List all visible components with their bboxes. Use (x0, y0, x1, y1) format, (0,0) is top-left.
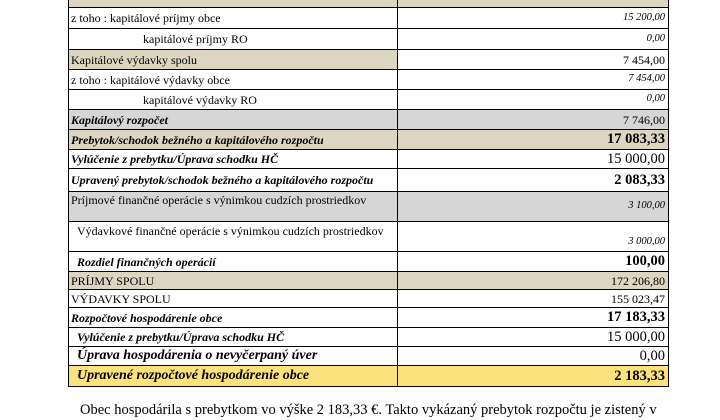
row-value: 7 454,00 (398, 50, 669, 70)
budget-table (68, 0, 669, 387)
row-value: 3 100,00 (398, 192, 669, 222)
table-row (69, 110, 669, 130)
row-label: PRÍJMY SPOLU (69, 272, 398, 290)
table-row (69, 222, 669, 252)
row-value: 172 206,80 (398, 272, 669, 290)
table-row (69, 192, 669, 222)
row-value: 7 454,00 (398, 70, 669, 90)
row-value: 2 083,33 (398, 169, 669, 192)
row-label: Upravený prebytok/schodok bežného a kapitálového rozpočtu (69, 169, 398, 192)
row-value: 0,00 (398, 29, 669, 50)
row-value: 15 000,00 (398, 150, 669, 169)
row-label: Rozdiel finančných operácií (69, 252, 398, 272)
row-label (69, 0, 398, 8)
row-value: 15 200,00 (398, 8, 669, 29)
row-value: 0,00 (398, 90, 669, 110)
row-label: Rozpočtové hospodárenie obce (69, 308, 398, 328)
table-row (69, 29, 669, 50)
row-label: kapitálové výdavky RO (69, 90, 398, 110)
table-row (69, 50, 669, 70)
table-row (69, 366, 669, 387)
table-row (69, 252, 669, 272)
row-label: Vylúčenie z prebytku/Úprava schodku HČ (69, 328, 398, 347)
row-label: Kapitálový rozpočet (69, 110, 398, 130)
row-value: 155 023,47 (398, 290, 669, 308)
row-value: 17 183,33 (398, 308, 669, 328)
table-row (69, 90, 669, 110)
row-label: z toho : kapitálové príjmy obce (69, 8, 398, 29)
table-row (69, 0, 669, 8)
row-label: Úprava hospodárenia o nevyčerpaný úver (69, 347, 398, 366)
row-value: 2 183,33 (398, 366, 669, 387)
row-label: z toho : kapitálové výdavky obce (69, 70, 398, 90)
row-value (398, 0, 669, 8)
table-row (69, 347, 669, 366)
table-row (69, 308, 669, 328)
row-label: Upravené rozpočtové hospodárenie obce (69, 366, 398, 387)
body-paragraph: Obec hospodárila s prebytkom vo výške 2 183,33 €. Takto vykázaný prebytok rozpočtu je zistený v (80, 402, 657, 418)
row-label: Prebytok/schodok bežného a kapitálového rozpočtu (69, 130, 398, 150)
row-value: 3 000,00 (398, 222, 669, 252)
row-label: kapitálové príjmy RO (69, 29, 398, 50)
table-row (69, 328, 669, 347)
row-value: 15 000,00 (398, 328, 669, 347)
table-row (69, 272, 669, 290)
row-label: Vylúčenie z prebytku/Úprava schodku HČ (69, 150, 398, 169)
table-row (69, 130, 669, 150)
row-label: Príjmové finančné operácie s výnimkou cudzích prostriedkov (69, 192, 398, 222)
row-value: 17 083,33 (398, 130, 669, 150)
table-row (69, 70, 669, 90)
table-row (69, 150, 669, 169)
table-row (69, 169, 669, 192)
row-value: 0,00 (398, 347, 669, 366)
row-value: 7 746,00 (398, 110, 669, 130)
row-label: Výdavkové finančné operácie s výnimkou cudzích prostriedkov (69, 222, 398, 252)
table-row (69, 290, 669, 308)
row-label: VÝDAVKY SPOLU (69, 290, 398, 308)
row-label: Kapitálové výdavky spolu (69, 50, 398, 70)
row-value: 100,00 (398, 252, 669, 272)
table-row (69, 8, 669, 29)
